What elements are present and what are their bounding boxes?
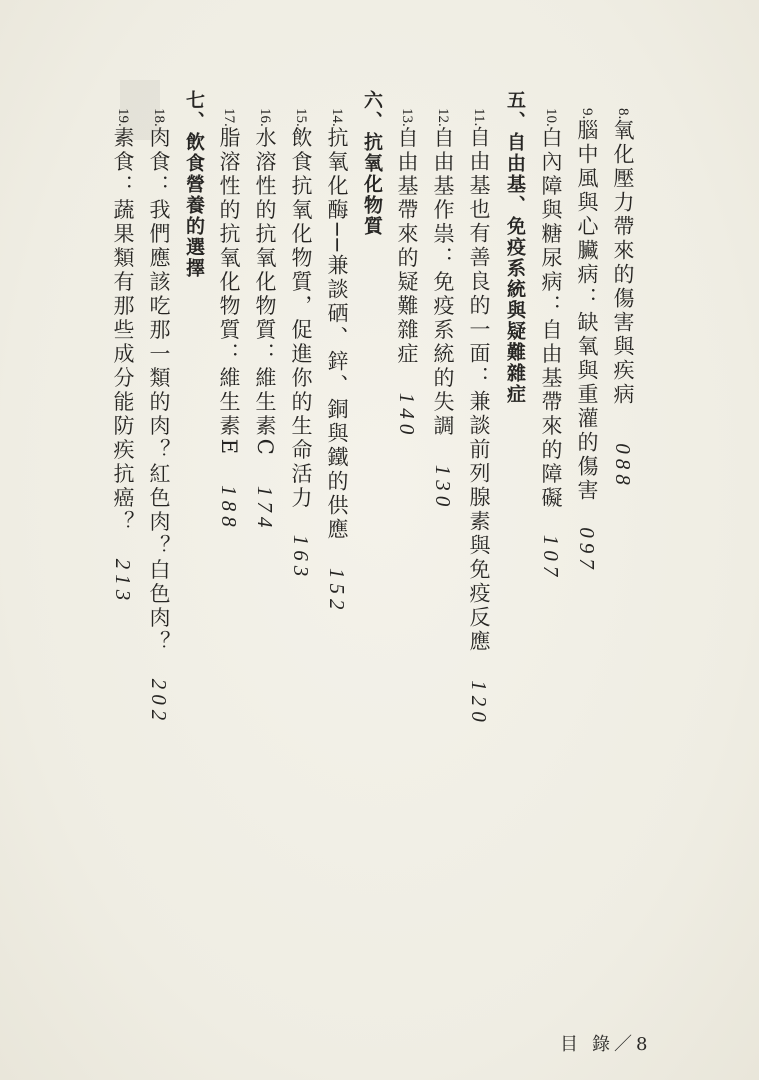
toc-entry-number: 10. <box>543 108 559 127</box>
toc-entry <box>290 108 311 581</box>
toc-entry-title: 白內障與糖尿病：自由基帶來的障礙 <box>539 126 563 511</box>
toc-entry-page: 174 <box>253 485 277 533</box>
toc-entry-number: 18. <box>151 108 167 127</box>
toc-entry-title: 水溶性的抗氧化物質：維生素C <box>253 126 277 458</box>
toc-entry-page: 213 <box>111 558 135 606</box>
footer-label-lu: 錄 <box>592 1034 610 1055</box>
toc-entry <box>432 108 453 511</box>
toc-entry <box>576 108 597 574</box>
toc-entry-title: 脂溶性的抗氧化物質：維生素E <box>217 126 241 458</box>
toc-entry-number: 13. <box>399 108 415 127</box>
toc-entry-number: 14. <box>329 108 345 127</box>
toc-entry <box>540 108 561 581</box>
toc-entry-title: 抗氧化酶──兼談硒、鋅、銅與鐵的供應 <box>325 126 349 543</box>
toc-entry-title: 氧化壓力帶來的傷害與疾病 <box>611 119 635 408</box>
toc-entry-page: 107 <box>539 534 563 582</box>
toc-entry <box>218 108 239 532</box>
toc-entry <box>112 108 133 605</box>
toc-entry <box>148 108 169 725</box>
toc-entry-page: 140 <box>395 392 419 440</box>
toc-entry-title: 自由基也有善良的一面：兼談前列腺素與免疫反應 <box>467 126 491 655</box>
toc-entry-page: 188 <box>217 485 241 532</box>
toc-entry-title: 自由基作祟：免疫系統的失調 <box>431 126 455 439</box>
toc-entry-title: 肉食：我們應該吃那一類的肉？紅色肉？白色肉？ <box>147 126 171 655</box>
toc-entry-title: 素食：蔬果類有那些成分能防疾抗癌？ <box>111 126 135 535</box>
toc-section-heading: 六、抗氧化物質 <box>361 90 383 237</box>
toc-entry-number: 16. <box>257 108 273 127</box>
toc-entry-number: 11. <box>471 108 487 127</box>
toc-entry <box>396 108 417 439</box>
toc-section-heading: 五、自由基、免疫系統與疑難雜症 <box>504 90 526 405</box>
toc-entry-title: 腦中風與心臟病：缺氧與重灌的傷害 <box>575 119 599 504</box>
toc-entry-number: 15. <box>293 108 309 127</box>
toc-entry-title: 自由基帶來的疑難雜症 <box>395 126 419 367</box>
toc-entry <box>468 108 489 727</box>
page-number: 8 <box>636 1034 648 1055</box>
toc-entry-page: 202 <box>147 678 171 726</box>
toc-entry-page: 120 <box>467 680 491 727</box>
toc-entry-number: 9. <box>579 108 595 120</box>
toc-entry-page: 130 <box>431 464 455 512</box>
toc-entry <box>254 108 275 532</box>
toc-entry-page: 088 <box>611 443 635 490</box>
page-footer <box>560 1030 647 1056</box>
toc-entry-number: 12. <box>435 108 451 127</box>
footer-label-mu: 目 <box>560 1034 578 1055</box>
toc-entry-page: 163 <box>289 534 313 582</box>
toc-section-heading: 七、飲食營養的選擇 <box>183 90 205 279</box>
footer-slash: ／ <box>614 1034 632 1055</box>
toc-entry-number: 17. <box>221 108 237 127</box>
toc-entry <box>612 108 633 490</box>
toc-entry <box>326 108 347 615</box>
toc-entry-number: 8. <box>615 108 631 120</box>
toc-entry-page: 097 <box>575 527 599 574</box>
toc-entry-title: 飲食抗氧化物質，促進你的生命活力 <box>289 126 313 511</box>
toc-entry-number: 19. <box>115 108 131 127</box>
toc-entry-page: 152 <box>325 568 349 615</box>
